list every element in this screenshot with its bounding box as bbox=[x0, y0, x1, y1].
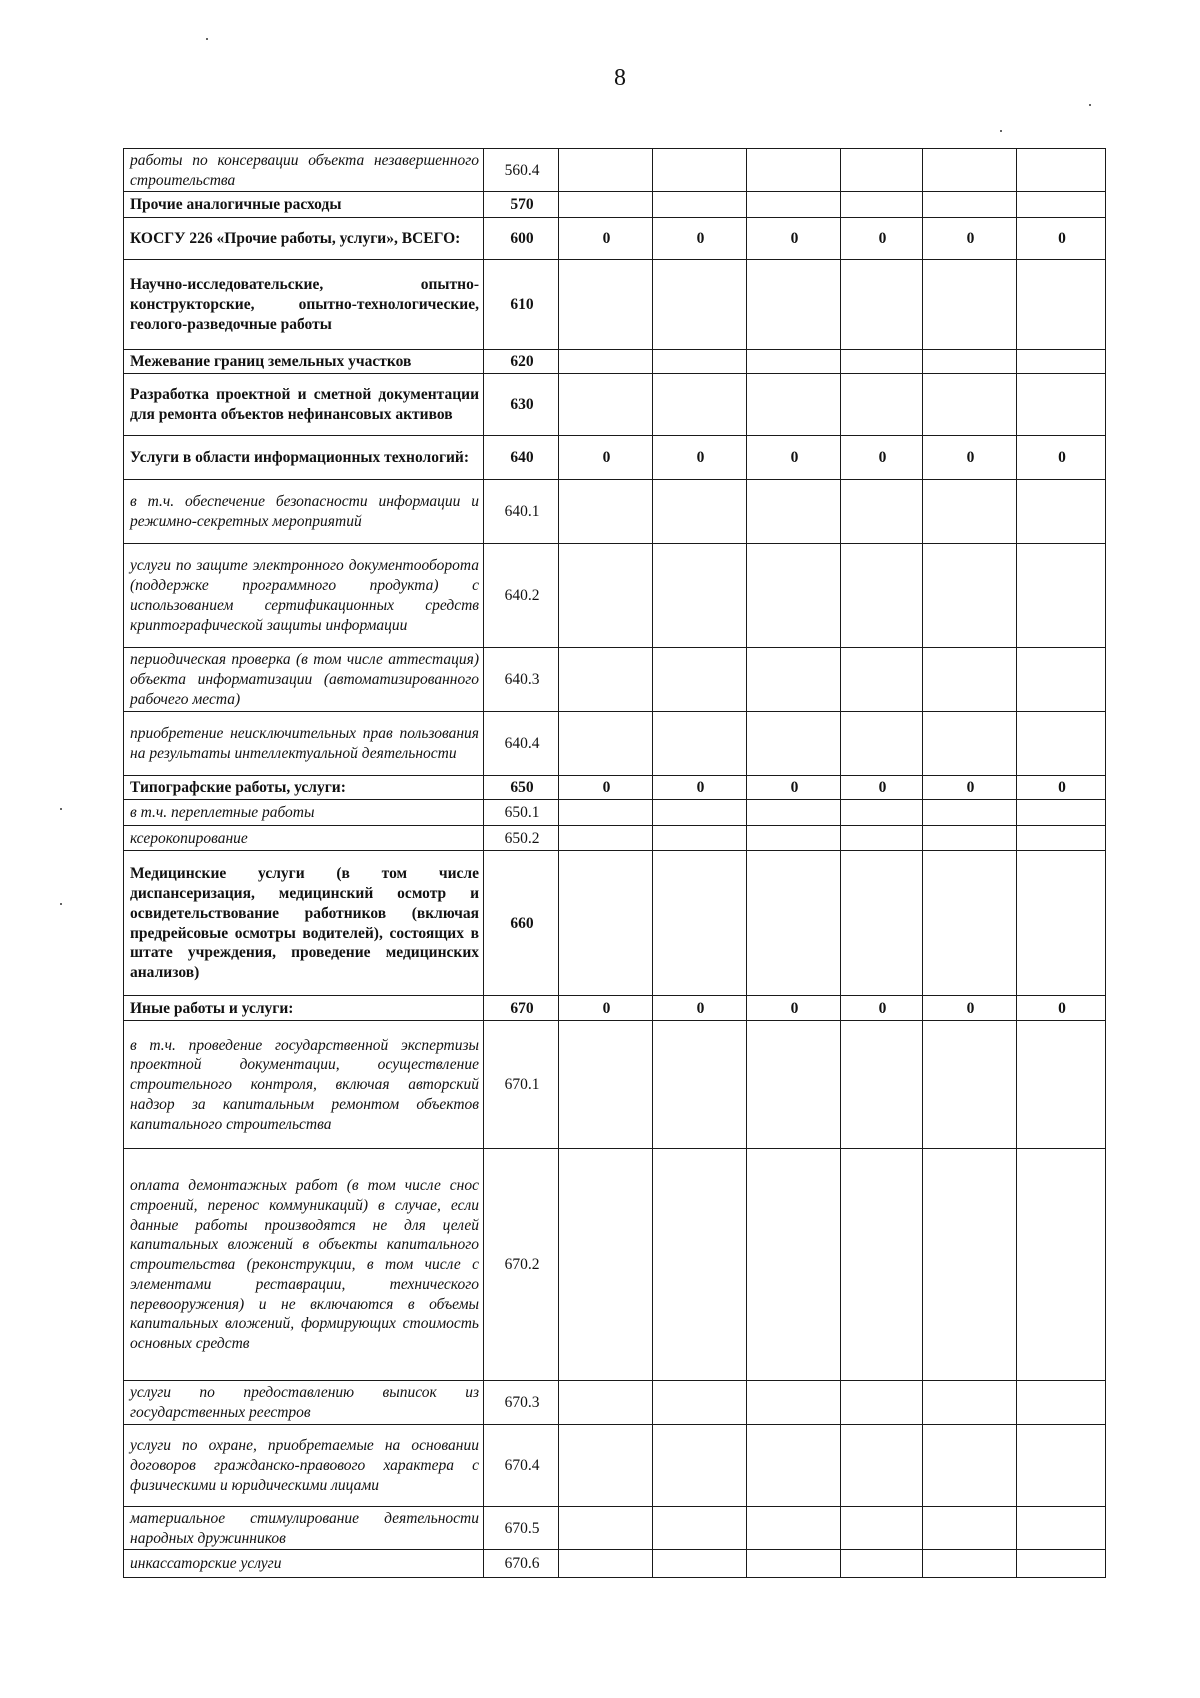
value-cell: 0 bbox=[747, 996, 841, 1021]
value-cell bbox=[1017, 544, 1106, 648]
table-row bbox=[124, 436, 1106, 480]
value-cell bbox=[653, 1149, 747, 1381]
value-cell bbox=[653, 648, 747, 712]
value-cell: 0 bbox=[747, 776, 841, 800]
row-name: Услуги в области информационных технологий: bbox=[124, 436, 484, 480]
value-cell bbox=[653, 800, 747, 826]
value-cell bbox=[559, 1425, 653, 1507]
scan-speck bbox=[60, 808, 62, 810]
row-code: 640.1 bbox=[484, 480, 559, 544]
value-cell: 0 bbox=[1017, 996, 1106, 1021]
scan-speck bbox=[1000, 130, 1002, 132]
table-row bbox=[124, 192, 1106, 218]
value-cell bbox=[923, 712, 1017, 776]
row-code: 670.1 bbox=[484, 1021, 559, 1149]
page-number: 8 bbox=[614, 65, 626, 91]
value-cell bbox=[559, 1550, 653, 1578]
row-name: КОСГУ 226 «Прочие работы, услуги», ВСЕГО: bbox=[124, 218, 484, 260]
value-cell bbox=[923, 826, 1017, 851]
value-cell bbox=[653, 826, 747, 851]
value-cell bbox=[747, 1550, 841, 1578]
value-cell: 0 bbox=[559, 996, 653, 1021]
value-cell: 0 bbox=[653, 776, 747, 800]
row-name: услуги по охране, приобретаемые на основании договоров гражданско-правового характера с физическими и юридическими лицами bbox=[124, 1425, 484, 1507]
value-cell bbox=[1017, 374, 1106, 436]
value-cell: 0 bbox=[559, 436, 653, 480]
row-code: 560.4 bbox=[484, 149, 559, 192]
value-cell bbox=[841, 1021, 923, 1149]
table-row bbox=[124, 149, 1106, 192]
value-cell bbox=[1017, 826, 1106, 851]
table-row bbox=[124, 1550, 1106, 1578]
value-cell bbox=[747, 1021, 841, 1149]
value-cell bbox=[841, 480, 923, 544]
value-cell bbox=[653, 480, 747, 544]
value-cell bbox=[1017, 192, 1106, 218]
value-cell bbox=[559, 648, 653, 712]
value-cell bbox=[559, 480, 653, 544]
value-cell bbox=[923, 1425, 1017, 1507]
value-cell bbox=[559, 374, 653, 436]
row-code: 650.2 bbox=[484, 826, 559, 851]
table-row bbox=[124, 800, 1106, 826]
table-row bbox=[124, 776, 1106, 800]
value-cell bbox=[653, 1507, 747, 1550]
row-code: 630 bbox=[484, 374, 559, 436]
value-cell bbox=[653, 350, 747, 374]
value-cell bbox=[747, 260, 841, 350]
value-cell bbox=[923, 1507, 1017, 1550]
value-cell bbox=[841, 1550, 923, 1578]
value-cell bbox=[923, 350, 1017, 374]
value-cell bbox=[1017, 1381, 1106, 1425]
value-cell bbox=[1017, 260, 1106, 350]
value-cell bbox=[841, 192, 923, 218]
value-cell bbox=[841, 260, 923, 350]
value-cell: 0 bbox=[559, 218, 653, 260]
value-cell: 0 bbox=[1017, 436, 1106, 480]
value-cell bbox=[841, 826, 923, 851]
value-cell bbox=[923, 1021, 1017, 1149]
value-cell bbox=[923, 800, 1017, 826]
value-cell bbox=[747, 1149, 841, 1381]
value-cell: 0 bbox=[653, 996, 747, 1021]
value-cell bbox=[841, 1149, 923, 1381]
value-cell bbox=[841, 544, 923, 648]
value-cell bbox=[923, 480, 1017, 544]
value-cell bbox=[923, 1149, 1017, 1381]
value-cell bbox=[841, 350, 923, 374]
value-cell bbox=[841, 374, 923, 436]
table-row bbox=[124, 1149, 1106, 1381]
value-cell: 0 bbox=[653, 218, 747, 260]
value-cell bbox=[747, 192, 841, 218]
row-name: оплата демонтажных работ (в том числе снос строений, перенос коммуникаций) в случае, если данные работы производятся не для целей капитальных вложений в объекты капитального строительства (реконструкции, в том числе с элементами реставрации, технического перевооружения) и не включаются в объемы капитальных вложений, формирующих стоимость основных средств bbox=[124, 1149, 484, 1381]
table-row bbox=[124, 480, 1106, 544]
row-code: 670.5 bbox=[484, 1507, 559, 1550]
value-cell bbox=[841, 1507, 923, 1550]
value-cell bbox=[841, 1425, 923, 1507]
row-name: Иные работы и услуги: bbox=[124, 996, 484, 1021]
row-name: Разработка проектной и сметной документации для ремонта объектов нефинансовых активов bbox=[124, 374, 484, 436]
value-cell bbox=[1017, 648, 1106, 712]
value-cell bbox=[559, 851, 653, 996]
table-row bbox=[124, 350, 1106, 374]
value-cell bbox=[1017, 1425, 1106, 1507]
value-cell bbox=[559, 192, 653, 218]
value-cell bbox=[653, 1550, 747, 1578]
row-code: 670 bbox=[484, 996, 559, 1021]
row-code: 640.3 bbox=[484, 648, 559, 712]
value-cell bbox=[1017, 712, 1106, 776]
row-name: периодическая проверка (в том числе аттестация) объекта информатизации (автоматизированного рабочего места) bbox=[124, 648, 484, 712]
value-cell bbox=[923, 192, 1017, 218]
scan-speck bbox=[60, 903, 62, 905]
row-code: 640.2 bbox=[484, 544, 559, 648]
row-name: Медицинские услуги (в том числе диспансеризация, медицинский осмотр и освидетельствование работников (включая предрейсовые осмотры водителей), состоящих в штате учреждения, проведение медицинских анализов) bbox=[124, 851, 484, 996]
row-code: 610 bbox=[484, 260, 559, 350]
value-cell bbox=[923, 1381, 1017, 1425]
value-cell bbox=[747, 149, 841, 192]
value-cell bbox=[747, 1507, 841, 1550]
value-cell bbox=[1017, 851, 1106, 996]
value-cell bbox=[747, 648, 841, 712]
value-cell bbox=[841, 712, 923, 776]
row-name: ксерокопирование bbox=[124, 826, 484, 851]
row-name: Межевание границ земельных участков bbox=[124, 350, 484, 374]
table-row bbox=[124, 218, 1106, 260]
table-row bbox=[124, 1507, 1106, 1550]
value-cell bbox=[747, 480, 841, 544]
value-cell bbox=[653, 374, 747, 436]
row-name: работы по консервации объекта незавершенного строительства bbox=[124, 149, 484, 192]
row-code: 640.4 bbox=[484, 712, 559, 776]
value-cell bbox=[653, 260, 747, 350]
table-row bbox=[124, 712, 1106, 776]
value-cell: 0 bbox=[559, 776, 653, 800]
table-row bbox=[124, 996, 1106, 1021]
value-cell: 0 bbox=[841, 436, 923, 480]
value-cell bbox=[1017, 480, 1106, 544]
value-cell bbox=[1017, 1021, 1106, 1149]
value-cell: 0 bbox=[747, 436, 841, 480]
value-cell bbox=[841, 851, 923, 996]
row-name: Прочие аналогичные расходы bbox=[124, 192, 484, 218]
row-name: Типографские работы, услуги: bbox=[124, 776, 484, 800]
value-cell bbox=[559, 350, 653, 374]
value-cell bbox=[653, 712, 747, 776]
value-cell bbox=[559, 826, 653, 851]
value-cell: 0 bbox=[923, 776, 1017, 800]
value-cell bbox=[559, 1507, 653, 1550]
row-name: в т.ч. переплетные работы bbox=[124, 800, 484, 826]
value-cell bbox=[841, 1381, 923, 1425]
table-row bbox=[124, 260, 1106, 350]
value-cell bbox=[841, 800, 923, 826]
value-cell bbox=[747, 851, 841, 996]
row-code: 670.3 bbox=[484, 1381, 559, 1425]
value-cell bbox=[559, 1149, 653, 1381]
value-cell bbox=[559, 712, 653, 776]
expense-table bbox=[123, 148, 1106, 1578]
value-cell bbox=[1017, 149, 1106, 192]
row-code: 670.6 bbox=[484, 1550, 559, 1578]
row-name: приобретение неисключительных прав пользования на результаты интеллектуальной деятельности bbox=[124, 712, 484, 776]
value-cell: 0 bbox=[653, 436, 747, 480]
row-code: 640 bbox=[484, 436, 559, 480]
value-cell bbox=[747, 374, 841, 436]
row-name: инкассаторские услуги bbox=[124, 1550, 484, 1578]
value-cell bbox=[923, 149, 1017, 192]
row-code: 670.4 bbox=[484, 1425, 559, 1507]
value-cell bbox=[653, 1021, 747, 1149]
row-name: материальное стимулирование деятельности народных дружинников bbox=[124, 1507, 484, 1550]
value-cell bbox=[559, 1381, 653, 1425]
value-cell bbox=[923, 374, 1017, 436]
table-row bbox=[124, 851, 1106, 996]
value-cell bbox=[1017, 1507, 1106, 1550]
row-code: 650.1 bbox=[484, 800, 559, 826]
value-cell: 0 bbox=[923, 436, 1017, 480]
value-cell: 0 bbox=[923, 996, 1017, 1021]
table-row bbox=[124, 1425, 1106, 1507]
table-row bbox=[124, 648, 1106, 712]
value-cell: 0 bbox=[841, 776, 923, 800]
value-cell bbox=[747, 350, 841, 374]
value-cell bbox=[653, 544, 747, 648]
value-cell bbox=[747, 712, 841, 776]
value-cell bbox=[1017, 350, 1106, 374]
value-cell bbox=[559, 544, 653, 648]
value-cell bbox=[747, 544, 841, 648]
value-cell bbox=[923, 851, 1017, 996]
row-code: 660 bbox=[484, 851, 559, 996]
value-cell bbox=[653, 1425, 747, 1507]
row-name: в т.ч. обеспечение безопасности информации и режимно-секретных мероприятий bbox=[124, 480, 484, 544]
value-cell bbox=[923, 1550, 1017, 1578]
value-cell bbox=[653, 149, 747, 192]
value-cell: 0 bbox=[923, 218, 1017, 260]
row-code: 670.2 bbox=[484, 1149, 559, 1381]
value-cell bbox=[747, 1381, 841, 1425]
row-code: 650 bbox=[484, 776, 559, 800]
value-cell bbox=[559, 149, 653, 192]
value-cell bbox=[653, 192, 747, 218]
value-cell bbox=[841, 149, 923, 192]
row-name: в т.ч. проведение государственной экспертизы проектной документации, осуществление строительного контроля, включая авторский надзор за капитальным ремонтом объектов капитального строительства bbox=[124, 1021, 484, 1149]
value-cell: 0 bbox=[747, 218, 841, 260]
value-cell bbox=[559, 1021, 653, 1149]
value-cell bbox=[1017, 1550, 1106, 1578]
table-row bbox=[124, 1381, 1106, 1425]
value-cell bbox=[653, 851, 747, 996]
value-cell: 0 bbox=[1017, 218, 1106, 260]
value-cell bbox=[923, 544, 1017, 648]
value-cell bbox=[923, 648, 1017, 712]
value-cell bbox=[559, 800, 653, 826]
row-code: 570 bbox=[484, 192, 559, 218]
value-cell bbox=[747, 800, 841, 826]
value-cell bbox=[747, 826, 841, 851]
row-code: 620 bbox=[484, 350, 559, 374]
value-cell bbox=[841, 648, 923, 712]
table-row bbox=[124, 826, 1106, 851]
row-name: услуги по защите электронного документооборота (поддержке программного продукта) с использованием сертификационных средств криптографической защиты информации bbox=[124, 544, 484, 648]
table-row bbox=[124, 374, 1106, 436]
table-row bbox=[124, 544, 1106, 648]
table-row bbox=[124, 1021, 1106, 1149]
value-cell: 0 bbox=[841, 996, 923, 1021]
value-cell bbox=[1017, 800, 1106, 826]
value-cell bbox=[747, 1425, 841, 1507]
value-cell bbox=[923, 260, 1017, 350]
row-name: Научно-исследовательские, опытно-конструкторские, опытно-технологические, геолого-разведочные работы bbox=[124, 260, 484, 350]
value-cell bbox=[1017, 1149, 1106, 1381]
scan-speck bbox=[1089, 104, 1091, 106]
value-cell bbox=[559, 260, 653, 350]
row-code: 600 bbox=[484, 218, 559, 260]
value-cell: 0 bbox=[1017, 776, 1106, 800]
value-cell: 0 bbox=[841, 218, 923, 260]
value-cell bbox=[653, 1381, 747, 1425]
row-name: услуги по предоставлению выписок из государственных реестров bbox=[124, 1381, 484, 1425]
scan-speck bbox=[206, 38, 208, 40]
